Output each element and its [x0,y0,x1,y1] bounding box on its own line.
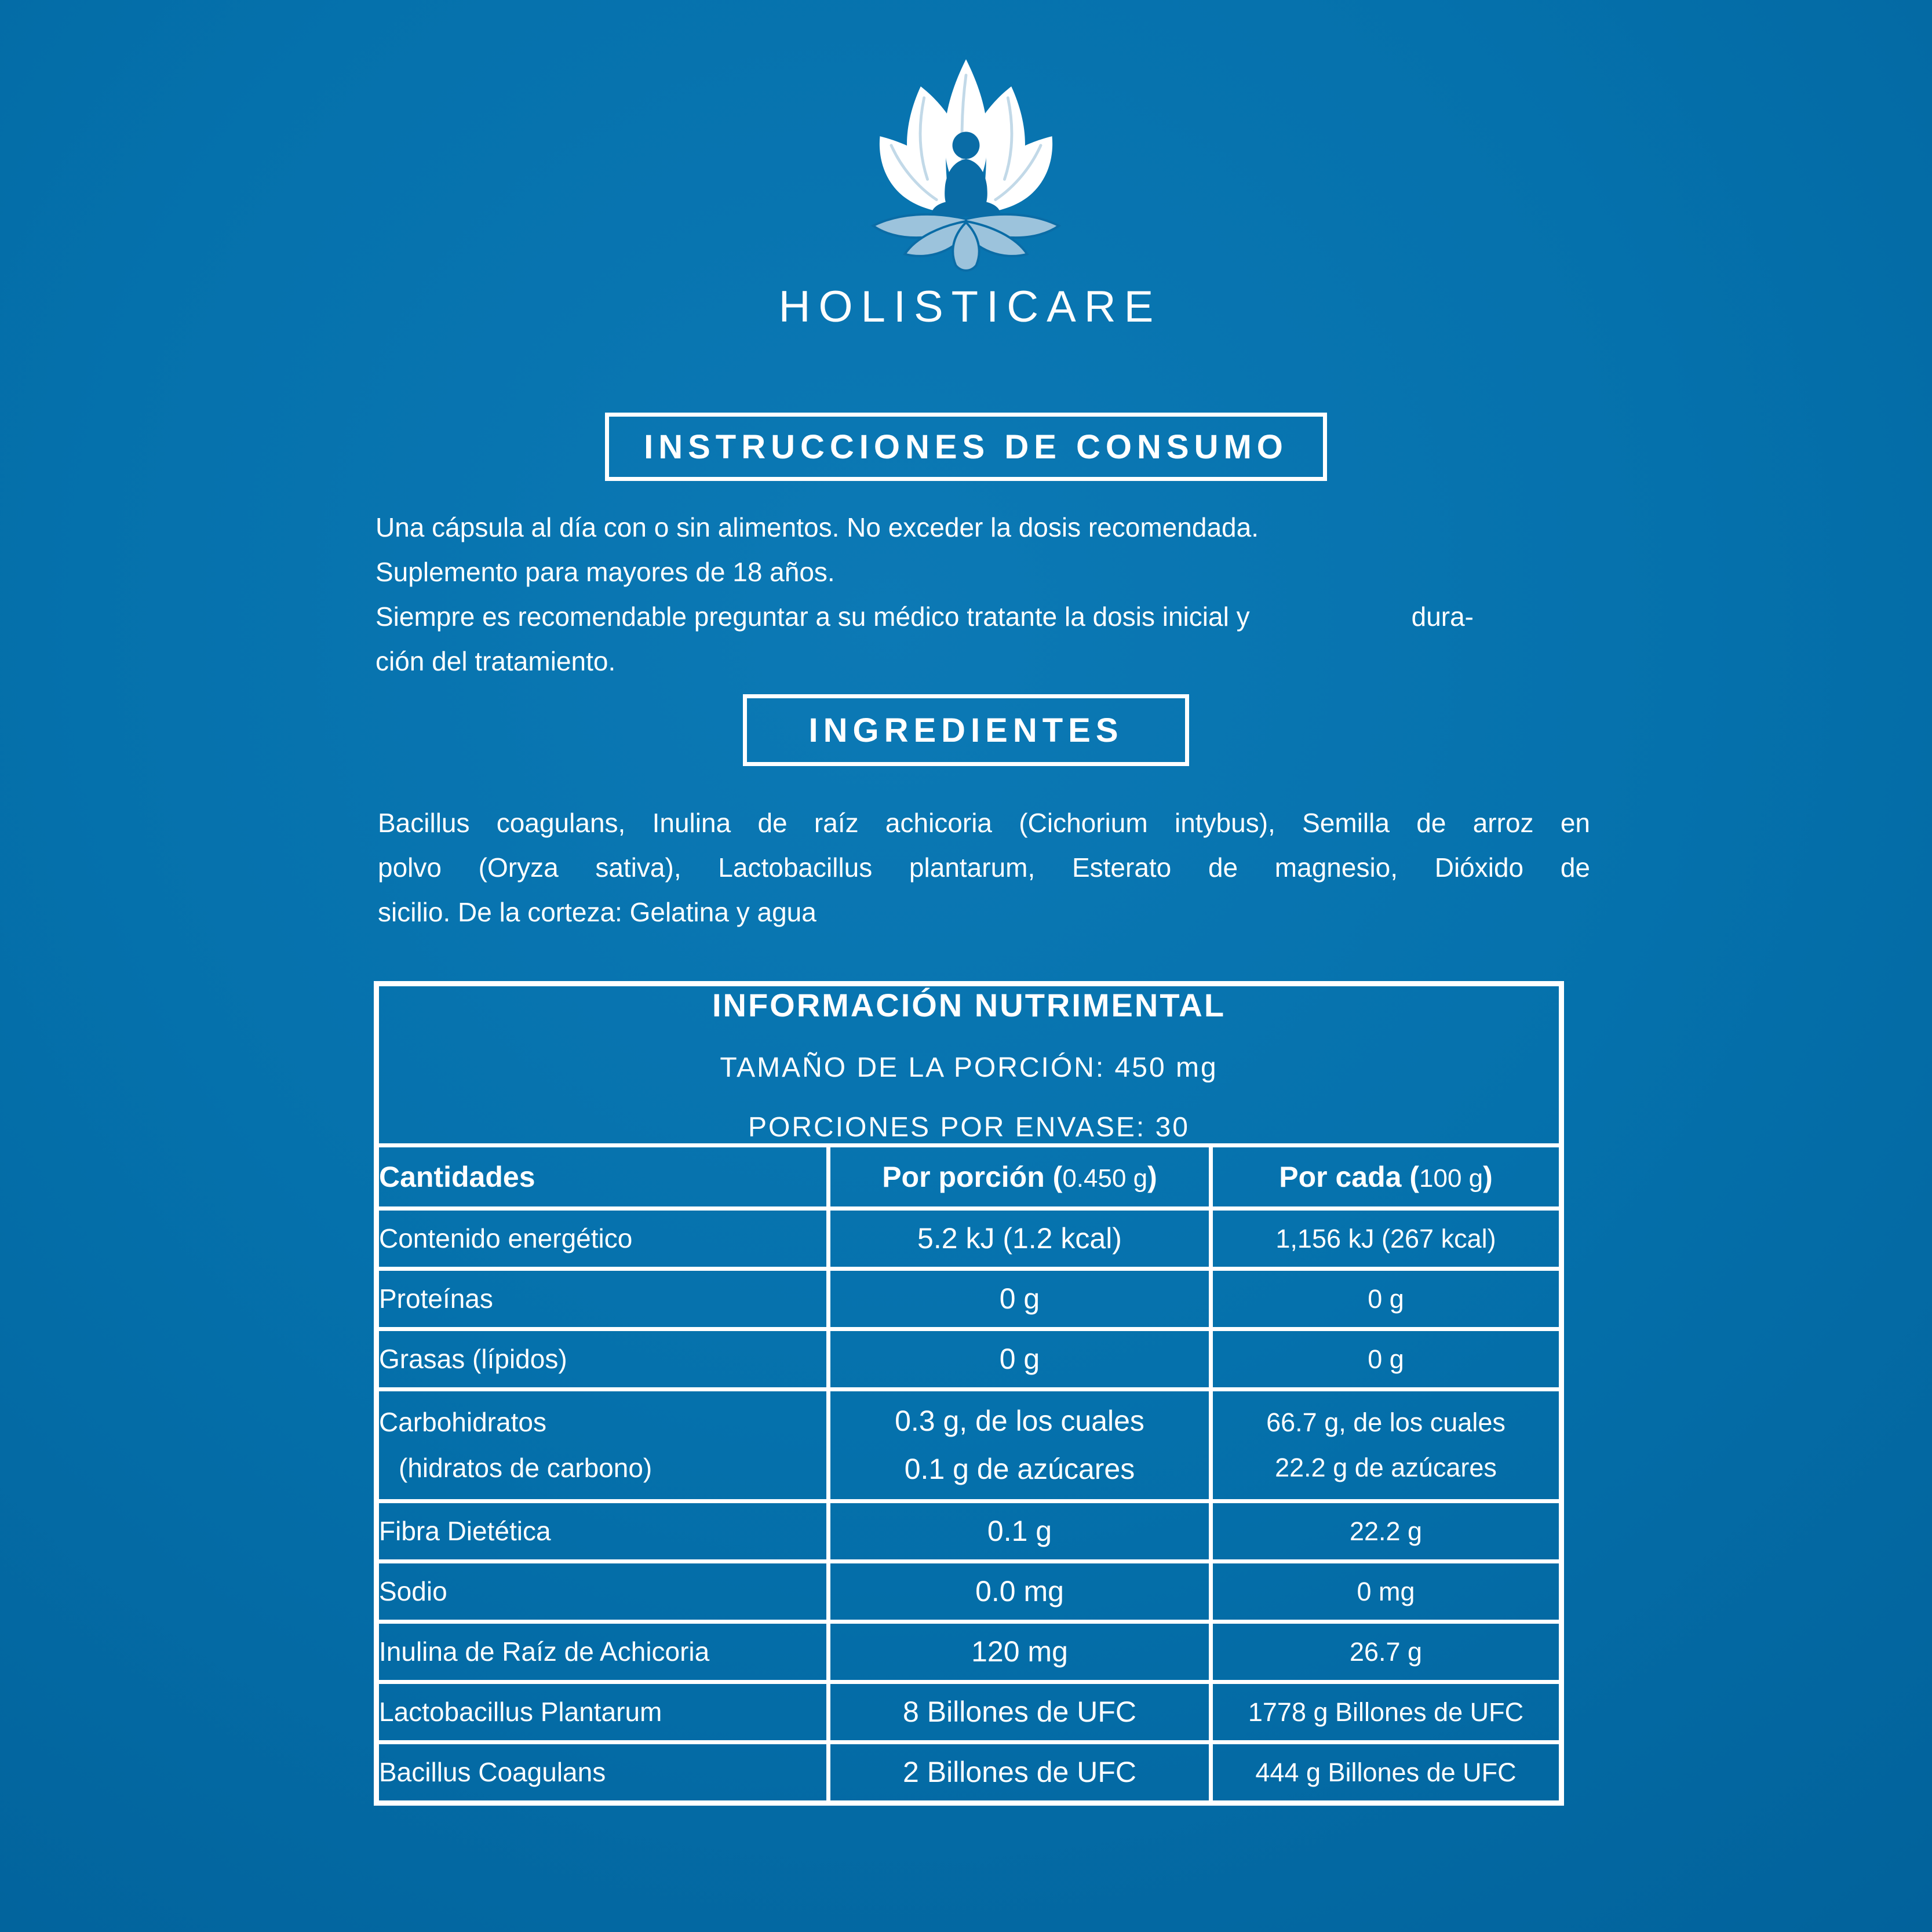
nutrition-header-row [377,984,1562,1146]
row-label [377,1501,829,1562]
instructions-section-title-box [605,413,1327,481]
row-per-serving-value [829,1682,1211,1743]
row-label [377,1743,829,1803]
text-line: ción del tratamiento. [376,646,616,676]
table-row [377,1390,1562,1501]
row-label [377,1562,829,1622]
column-header-row [377,1146,1562,1209]
cell-text: 0.3 g, de los cuales [895,1404,1144,1437]
cell-text: 22.2 g de azúcares [1275,1453,1497,1482]
cell-text: 1,156 kJ (267 kcal) [1275,1223,1496,1253]
cell-text: 22.2 g [1349,1516,1423,1546]
servings-per-container: PORCIONES POR ENVASE: 30 [748,1112,1190,1143]
text-line: Suplemento para mayores de 18 años. [376,557,835,587]
row-per-100g-value [1211,1682,1562,1743]
ingredients-section-title: INGREDIENTES [808,711,1124,749]
cell-text: 26.7 g [1349,1636,1423,1667]
row-label [377,1390,829,1501]
row-per-100g-value [1211,1390,1562,1501]
column-header-cantidades [377,1146,829,1209]
table-row [377,1682,1562,1743]
cell-text: 2 Billones de UFC [903,1755,1136,1788]
row-label [377,1682,829,1743]
cell-text: 0.0 mg [975,1574,1064,1607]
text-line-right: dura- [1411,602,1474,632]
row-per-serving-value [829,1501,1211,1562]
row-per-serving-value [829,1622,1211,1682]
cell-text: Carbohidratos [379,1407,546,1438]
column-header-label: Por porción ( [882,1161,1063,1193]
row-per-100g-value [1211,1562,1562,1622]
instructions-section-title: INSTRUCCIONES DE CONSUMO [644,428,1288,466]
row-label [377,1209,829,1269]
brand-name: HOLISTICARE [778,282,1162,331]
holisticare-lotus-logo [841,52,1091,279]
instructions-text [376,505,1474,684]
row-per-100g-value [1211,1501,1562,1562]
cell-text: 0 g [1368,1284,1404,1314]
table-row [377,1329,1562,1390]
cell-text: 444 g Billones de UFC [1255,1757,1517,1787]
table-row [377,1269,1562,1329]
text-line: Una cápsula al día con o sin alimentos. No exceder la dosis recomendada. [376,512,1259,542]
row-per-serving-value [829,1209,1211,1269]
cell-text: 0.1 g [987,1514,1052,1547]
column-header-por-porcion [829,1146,1211,1209]
cell-text: 1778 g Billones de UFC [1248,1697,1524,1727]
text-line: sicilio. De la corteza: Gelatina y agua [378,897,816,927]
table-row [377,1622,1562,1682]
cell-text: Fibra Dietética [379,1516,551,1547]
cell-text: Contenido energético [379,1223,633,1254]
cell-text: 0 g [1368,1344,1404,1374]
cell-text: Bacillus Coagulans [379,1757,606,1788]
text-line: polvo (Oryza sativa), Lactobacillus plantarum, Esterato de magnesio, Dióxido de [378,852,1590,883]
lotus-base [873,214,1059,271]
row-per-serving-value [829,1329,1211,1390]
cell-text: Inulina de Raíz de Achicoria [379,1636,710,1667]
column-header-label: Por cada ( [1279,1161,1419,1193]
cell-text: 120 mg [971,1635,1068,1668]
text-line [376,595,1474,639]
cell-text: 0 g [999,1342,1040,1375]
row-per-serving-value [829,1743,1211,1803]
column-header-sublabel: 100 g [1419,1164,1483,1193]
cell-text: Proteínas [379,1284,493,1314]
table-row [377,1501,1562,1562]
cell-text: Lactobacillus Plantarum [379,1697,662,1727]
row-per-100g-value [1211,1329,1562,1390]
ingredients-section-title-box [743,694,1189,766]
cell-text: 8 Billones de UFC [903,1695,1136,1728]
column-header-sublabel: 0.450 g [1062,1164,1148,1193]
row-per-serving-value [829,1562,1211,1622]
row-per-serving-value [829,1390,1211,1501]
cell-text: 0 mg [1357,1576,1415,1606]
cell-text: 5.2 kJ (1.2 kcal) [917,1222,1122,1255]
column-header-paren: ) [1483,1161,1493,1193]
row-per-serving-value [829,1269,1211,1329]
nutrition-title: INFORMACIÓN NUTRIMENTAL [712,987,1226,1023]
cell-text: 66.7 g, de los cuales [1266,1408,1505,1438]
text-line-left: Siempre es recomendable preguntar a su médico tratante la dosis inicial y [376,602,1250,632]
row-per-100g-value [1211,1209,1562,1269]
table-row [377,1743,1562,1803]
column-header-paren: ) [1147,1161,1157,1193]
row-per-100g-value [1211,1269,1562,1329]
cell-text: Sodio [379,1576,447,1607]
nutrition-rows [377,984,1562,1803]
ingredients-text [378,801,1590,935]
row-label [377,1329,829,1390]
row-label [377,1269,829,1329]
text-line: Bacillus coagulans, Inulina de raíz achicoria (Cichorium intybus), Semilla de arroz en [378,808,1590,838]
column-header-por-cada [1211,1146,1562,1209]
nutrition-header-cell [377,984,1562,1146]
serving-size: TAMAÑO DE LA PORCIÓN: 450 mg [720,1052,1218,1083]
cell-text: (hidratos de carbono) [399,1453,652,1483]
table-row [377,1562,1562,1622]
row-per-100g-value [1211,1622,1562,1682]
row-label [377,1622,829,1682]
row-per-100g-value [1211,1743,1562,1803]
cell-text: 0.1 g de azúcares [904,1453,1135,1485]
cell-text: Grasas (lípidos) [379,1344,567,1375]
table-row [377,1209,1562,1269]
nutrition-table [374,981,1564,1806]
cell-text: 0 g [999,1282,1040,1315]
column-header-label: Cantidades [379,1161,535,1193]
